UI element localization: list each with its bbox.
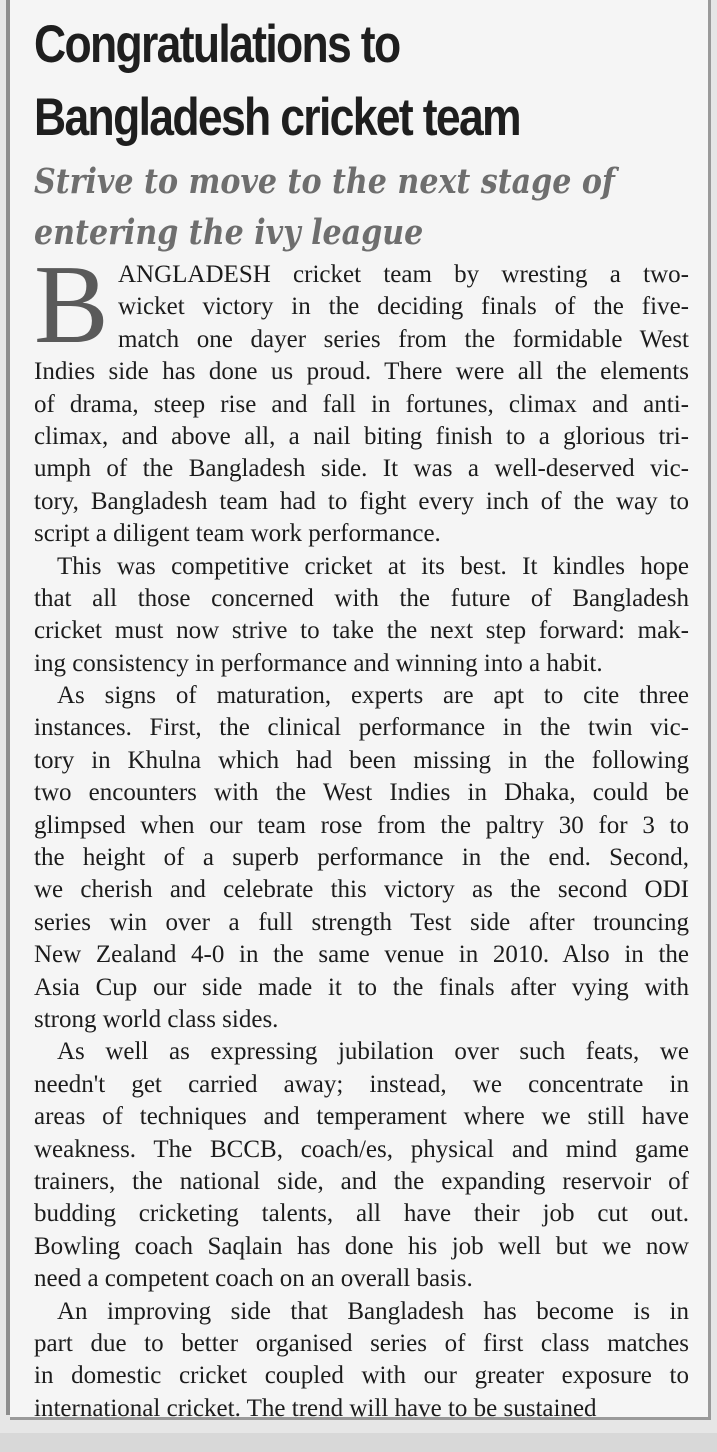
drop-cap: B [34, 243, 109, 367]
paragraph-line: As well as expressing jubilation over such feats, we [57, 1038, 689, 1066]
article-paragraph [34, 1296, 689, 1426]
paragraph-line: climax, and above all, a nail biting finish to a glorious tri- [34, 422, 689, 450]
paragraph-line: tory, Bangladesh team had to fight every inch of the way to [34, 487, 689, 515]
paragraph-line: wicket victory in the deciding finals of the five- [118, 293, 689, 321]
article-subheadline [34, 156, 615, 258]
paragraph-line: This was competitive cricket at its best. It kindles hope [57, 552, 689, 580]
paragraph-line: Bowling coach Saqlain has done his job well but we now [34, 1232, 689, 1260]
article-paragraph [34, 551, 689, 681]
headline-line: Bangladesh cricket team [34, 88, 520, 147]
paragraph-line: the height of a superb performance in the end. Second, [34, 844, 689, 872]
paragraph-line: part due to better organised series of first class matches [34, 1329, 689, 1357]
paragraph-line: weakness. The BCCB, coach/es, physical and mind game [34, 1135, 689, 1163]
paragraph-line: tory in Khulna which had been missing in the following [34, 746, 689, 774]
paragraph-line: ANGLADESH cricket team by wresting a two- [118, 261, 689, 288]
paragraph-line: that all those concerned with the future of Bangladesh [34, 584, 689, 612]
paragraph-line: umph of the Bangladesh side. It was a well-deserved vic- [34, 455, 689, 483]
paragraph-line: glimpsed when our team rose from the paltry 30 for 3 to [34, 811, 689, 839]
bottom-margin-band [0, 1433, 717, 1452]
paragraph-line: needn't get carried away; instead, we concentrate in [34, 1070, 689, 1098]
paragraph-line: An improving side that Bangladesh has become is in [57, 1297, 689, 1325]
paragraph-line: trainers, the national side, and the expanding reservoir of [34, 1167, 689, 1195]
article-paragraph [34, 259, 689, 551]
paragraph-line: areas of techniques and temperament where we still have [34, 1103, 689, 1131]
paragraph-line: we cherish and celebrate this victory as the second ODI [34, 876, 689, 904]
paragraph-line: international cricket. The trend will have to be sustained [34, 1394, 597, 1422]
right-column-rule [708, 0, 711, 1420]
article-body [34, 243, 689, 1425]
paragraph-line: budding cricketing talents, all have their job cut out. [34, 1200, 689, 1228]
paragraph-line: strong world class sides. [34, 1005, 279, 1033]
paragraph-line: two encounters with the West Indies in Dhaka, could be [34, 779, 689, 807]
article-headline [34, 8, 588, 154]
article-paragraph [34, 680, 689, 1036]
paragraph-line: cricket must now strive to take the next step forward: mak- [34, 617, 689, 645]
paragraph-line: Indies side has done us proud. There were all the elements [34, 358, 689, 386]
paragraph-line: ing consistency in performance and winning into a habit. [34, 649, 603, 677]
subhead-line: Strive to move to the next stage of [34, 161, 615, 202]
paragraph-line: instances. First, the clinical performance in the twin vic- [34, 714, 689, 742]
paragraph-line: need a competent coach on an overall basis. [34, 1265, 473, 1293]
article-paragraph [34, 1036, 689, 1295]
subhead-line: entering the ivy league [34, 212, 424, 253]
paragraph-line: of drama, steep rise and fall in fortunes, climax and anti- [34, 390, 689, 418]
paragraph-line: As signs of maturation, experts are apt to cite three [57, 682, 689, 710]
headline-line: Congratulations to [34, 15, 400, 74]
paragraph-line: script a diligent team work performance. [34, 520, 441, 548]
paragraph-line: Asia Cup our side made it to the finals after vying with [34, 973, 689, 1001]
paragraph-line: in domestic cricket coupled with our greater exposure to [34, 1362, 689, 1390]
paragraph-line: match one dayer series from the formidable West [118, 325, 689, 353]
paragraph-line: New Zealand 4-0 in the same venue in 2010. Also in the [34, 941, 689, 969]
paragraph-line: series win over a full strength Test side after trouncing [34, 908, 689, 936]
